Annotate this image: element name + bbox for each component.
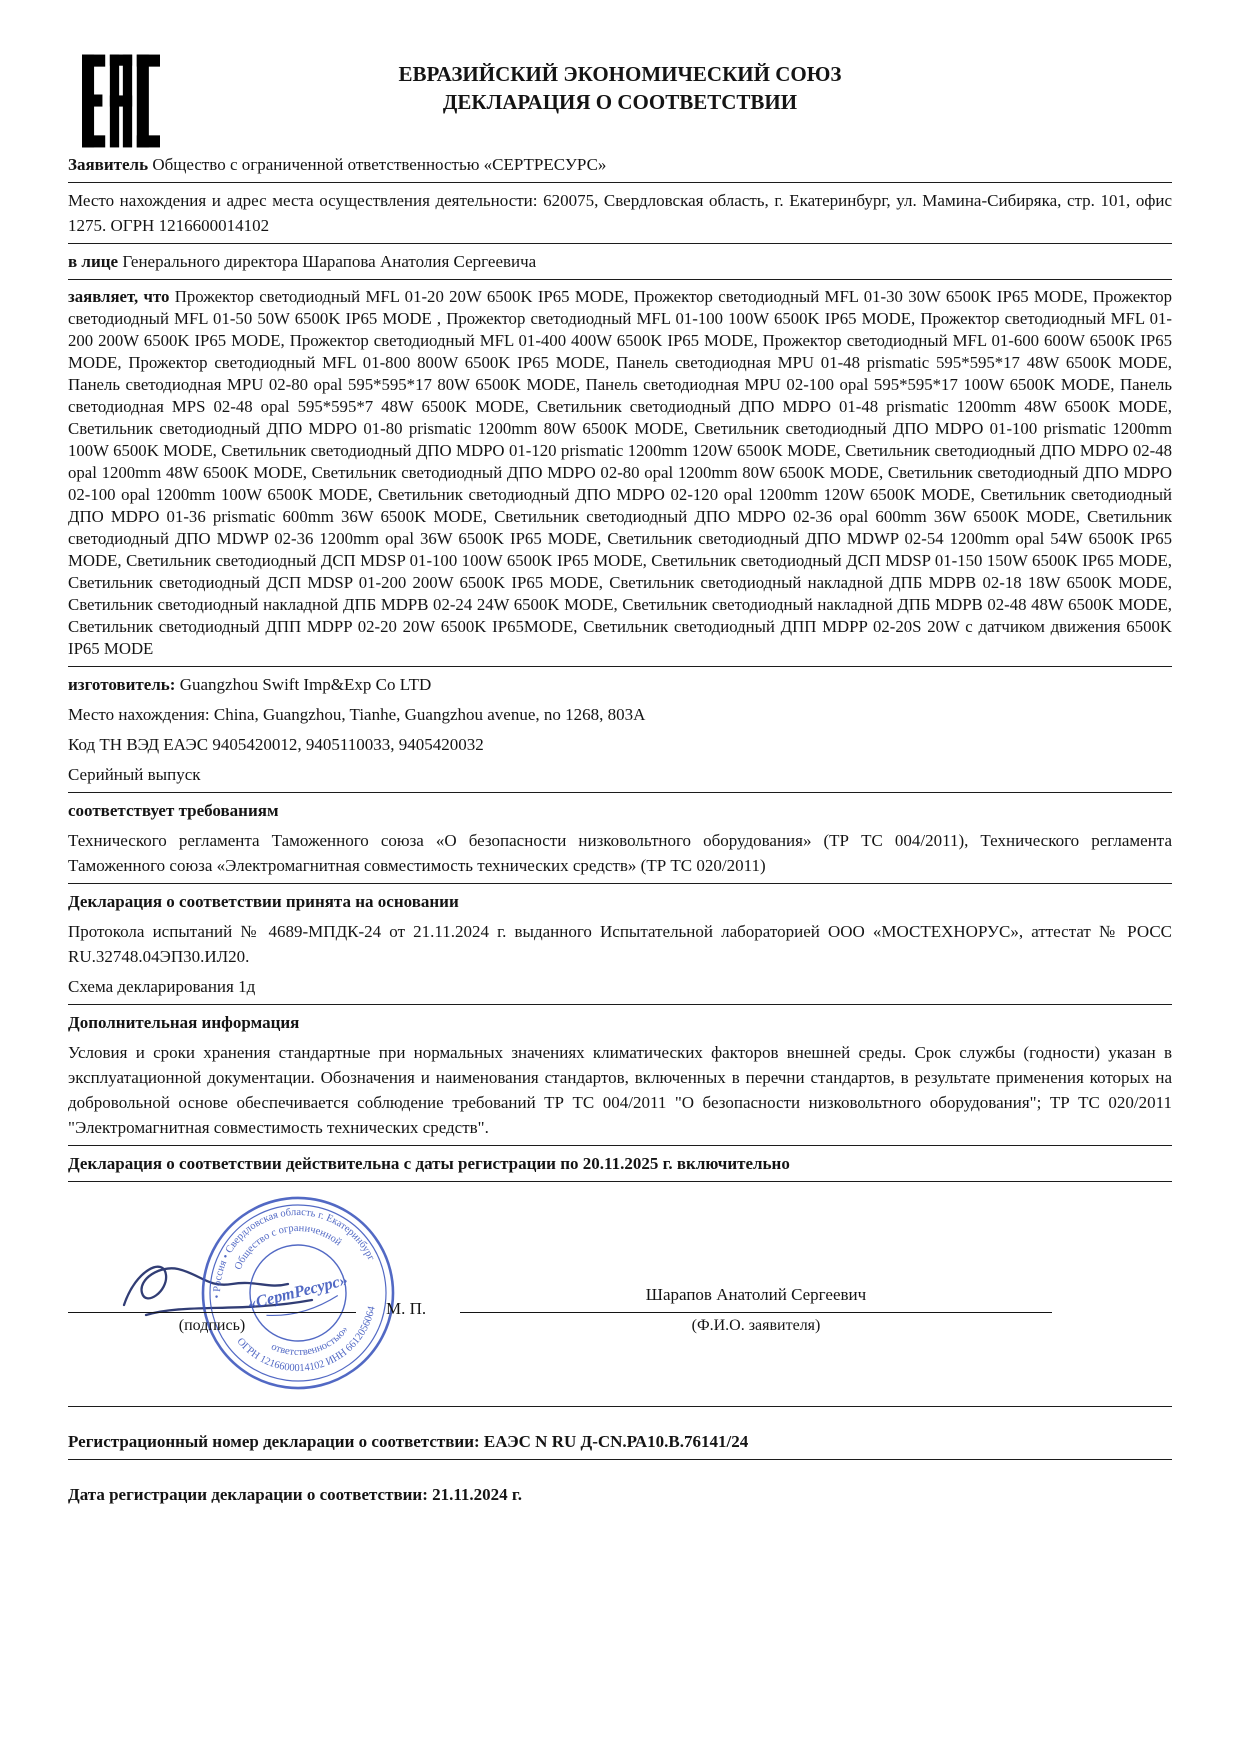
manufacturer-label: изготовитель: (68, 675, 176, 694)
name-caption: (Ф.И.О. заявителя) (691, 1317, 821, 1334)
divider (68, 792, 1172, 793)
compliance-heading: соответствует требованиям (68, 801, 279, 820)
basis-text: Протокола испытаний № 4689-МПДК-24 от 21.11.2024 г. выданного Испытательной лабораторией ООО «МОСТЕХНОРУС», аттестат № РОСС RU.32748.04ЭП30.ИЛ20. (68, 922, 1172, 966)
divider (68, 279, 1172, 280)
scheme-line: Схема декларирования 1д (68, 977, 256, 996)
divider (68, 1145, 1172, 1146)
declares-label: заявляет, что (68, 287, 170, 306)
stamp-outer-top-text: • Россия • Свердловская область г. Екатеринбург (211, 1206, 377, 1299)
basis-heading: Декларация о соответствии принята на основании (68, 892, 459, 911)
registration-number-line: Регистрационный номер декларации о соответствии: ЕАЭС N RU Д-CN.РА10.В.76141/24 (68, 1432, 749, 1451)
validity-line: Декларация о соответствии действительна с даты регистрации по 20.11.2025 г. включительно (68, 1154, 790, 1173)
applicant-name: Общество с ограниченной ответственностью «СЕРТРЕСУРС» (152, 155, 607, 174)
signature-line (68, 1312, 356, 1313)
signature-caption: (подпись) (178, 1317, 246, 1334)
divider (68, 1406, 1172, 1407)
mp-label: М. П. (386, 1299, 427, 1318)
applicant-label: Заявитель (68, 155, 149, 174)
union-name: ЕВРАЗИЙСКИЙ ЭКОНОМИЧЕСКИЙ СОЮЗ (398, 62, 842, 86)
stamp-center-text: «СертРесурс» (245, 1269, 350, 1314)
spacer (68, 1412, 1172, 1424)
signature-right (460, 1283, 1052, 1337)
signer-name: Шарапов Анатолий Сергеевич (645, 1285, 867, 1304)
manufacturer-address: Место нахождения: China, Guangzhou, Tianhe, Guangzhou avenue, no 1268, 803A (68, 705, 646, 724)
divider (68, 182, 1172, 183)
additional-info-heading: Дополнительная информация (68, 1013, 300, 1032)
document-title (68, 60, 1172, 116)
stamp-outer-bottom-text: ОГРН 1216600014102 ИНН 6612056064 (234, 1305, 378, 1375)
products-paragraph (68, 286, 1172, 660)
products-list: Прожектор светодиодный MFL 01-20 20W 6500K IP65 MODE, Прожектор светодиодный MFL 01-30 30W 6500K IP65 MODE, Прожектор светодиодный MFL 01-50 50W 6500K IP65 MODE , Прожектор светодиодный MFL 01-100 100W 6500K IP65 MODE, Прожектор светодиодный MFL 01-200 200W 6500K IP65 MODE, Прожектор светодиодный MFL 01-400 400W 6500K IP65 MODE, Прожектор светодиодный MFL 01-600 600W 6500K IP65 MODE, Прожектор светодиодный MFL 01-800 800W 6500K IP65 MODE, Панель светодиодная MPU 01-48 prismatic 595*595*17 48W 6500K MODE, Панель светодиодная MPU 02-80 opal 595*595*17 80W 6500K MODE, Панель светодиодная MPU 02-100 opal 595*595*17 100W 6500K MODE, Панель светодиодная MPS 02-48 opal 595*595*7 48W 6500K MODE, Светильник светодиодный ДПО MDPO 01-48 prismatic 1200mm 48W 6500K MODE, Светильник светодиодный ДПО MDPO 01-80 prismatic 1200mm 80W 6500K MODE, Светильник светодиодный ДПО MDPO 01-100 prismatic 1200mm 100W 6500K MODE, Светильник светодиодный ДПО MDPO 01-120 prismatic 1200mm 120W 6500K MODE, Светильник светодиодный ДПО MDPO 02-48 opal 1200mm 48W 6500K MODE, Светильник светодиодный ДПО MDPO 02-80 opal 1200mm 80W 6500K MODE, Светильник светодиодный ДПО MDPO 02-100 opal 1200mm 100W 6500K MODE, Светильник светодиодный ДПО MDPO 02-120 opal 1200mm 120W 6500K MODE, Светильник светодиодный ДПО MDPO 01-36 prismatic 600mm 36W 6500K MODE, Светильник светодиодный ДПО MDPO 02-36 opal 600mm 36W 6500K MODE, Светильник светодиодный ДПО MDWP 02-36 1200mm opal 36W 6500K IP65 MODE, Светильник светодиодный ДПО MDWP 02-54 1200mm opal 54W 6500K IP65 MODE, Светильник светодиодный ДСП MDSP 01-100 100W 6500K IP65 MODE, Светильник светодиодный ДСП MDSP 01-150 150W 6500K IP65 MODE, Светильник светодиодный ДСП MDSP 01-200 200W 6500K IP65 MODE, Светильник светодиодный накладной ДПБ MDPB 02-18 18W 6500K MODE, Светильник светодиодный накладной ДПБ MDPB 02-24 24W 6500K MODE, Светильник светодиодный накладной ДПБ MDPB 02-48 48W 6500K MODE, Светильник светодиодный ДПП MDPP 02-20 20W 6500K IP65MODE, Светильник светодиодный ДПП MDPP 02-20S 20W с датчиком движения 6500K IP65 MODE (68, 287, 1172, 658)
additional-info-text: Условия и сроки хранения стандартные при нормальных значениях климатических факторов внешней среды. Срок службы (годности) указан в эксплуатационной документации. Обозначения и наименования стандартов, включенных в перечни стандартов, в результате применения которых на добровольной основе обеспечивается соблюдение требований ТР ТС 004/2011 "О безопасности низковольтного оборудования"; ТР ТС 020/2011 "Электромагнитная совместимость технических средств". (68, 1043, 1172, 1137)
stamp-inner-bottom-text: ответственностью» (269, 1324, 351, 1359)
doc-title: ДЕКЛАРАЦИЯ О СООТВЕТСТВИИ (442, 90, 798, 114)
divider (68, 1459, 1172, 1460)
divider (68, 883, 1172, 884)
signature-space (68, 1283, 356, 1307)
divider (68, 243, 1172, 244)
registration-date-line: Дата регистрации декларации о соответствии: 21.11.2024 г. (68, 1485, 522, 1504)
stamp-inner-top-text: Общество с ограниченной (232, 1222, 344, 1272)
spacer (68, 1465, 1172, 1477)
divider (68, 666, 1172, 667)
representative-label: в лице (68, 252, 119, 271)
representative-line (68, 249, 1172, 274)
name-line (460, 1312, 1052, 1313)
manufacturer-line (68, 672, 1172, 697)
tn-ved-line: Код ТН ВЭД ЕАЭС 9405420012, 9405110033, 9405420032 (68, 735, 484, 754)
compliance-text: Технического регламента Таможенного союза «О безопасности низковольтного оборудования» (ТР ТС 004/2011), Технического регламента Таможенного союза «Электромагнитная совместимость технических средств» (ТР ТС 020/2011) (68, 831, 1172, 875)
applicant-line (68, 152, 1172, 177)
signature-left (68, 1283, 356, 1337)
representative-name: Генерального директора Шарапова Анатолия Сергеевича (122, 252, 537, 271)
manufacturer-name: Guangzhou Swift Imp&Exp Co LTD (179, 675, 432, 694)
release-type-line: Серийный выпуск (68, 765, 201, 784)
applicant-address: Место нахождения и адрес места осуществления деятельности: 620075, Свердловская область, г. Екатеринбург, ул. Мамина-Сибиряка, стр. 101, офис 1275. ОГРН 1216600014102 (68, 191, 1172, 235)
divider (68, 1004, 1172, 1005)
divider (68, 1181, 1172, 1182)
signature-block (68, 1187, 1172, 1401)
